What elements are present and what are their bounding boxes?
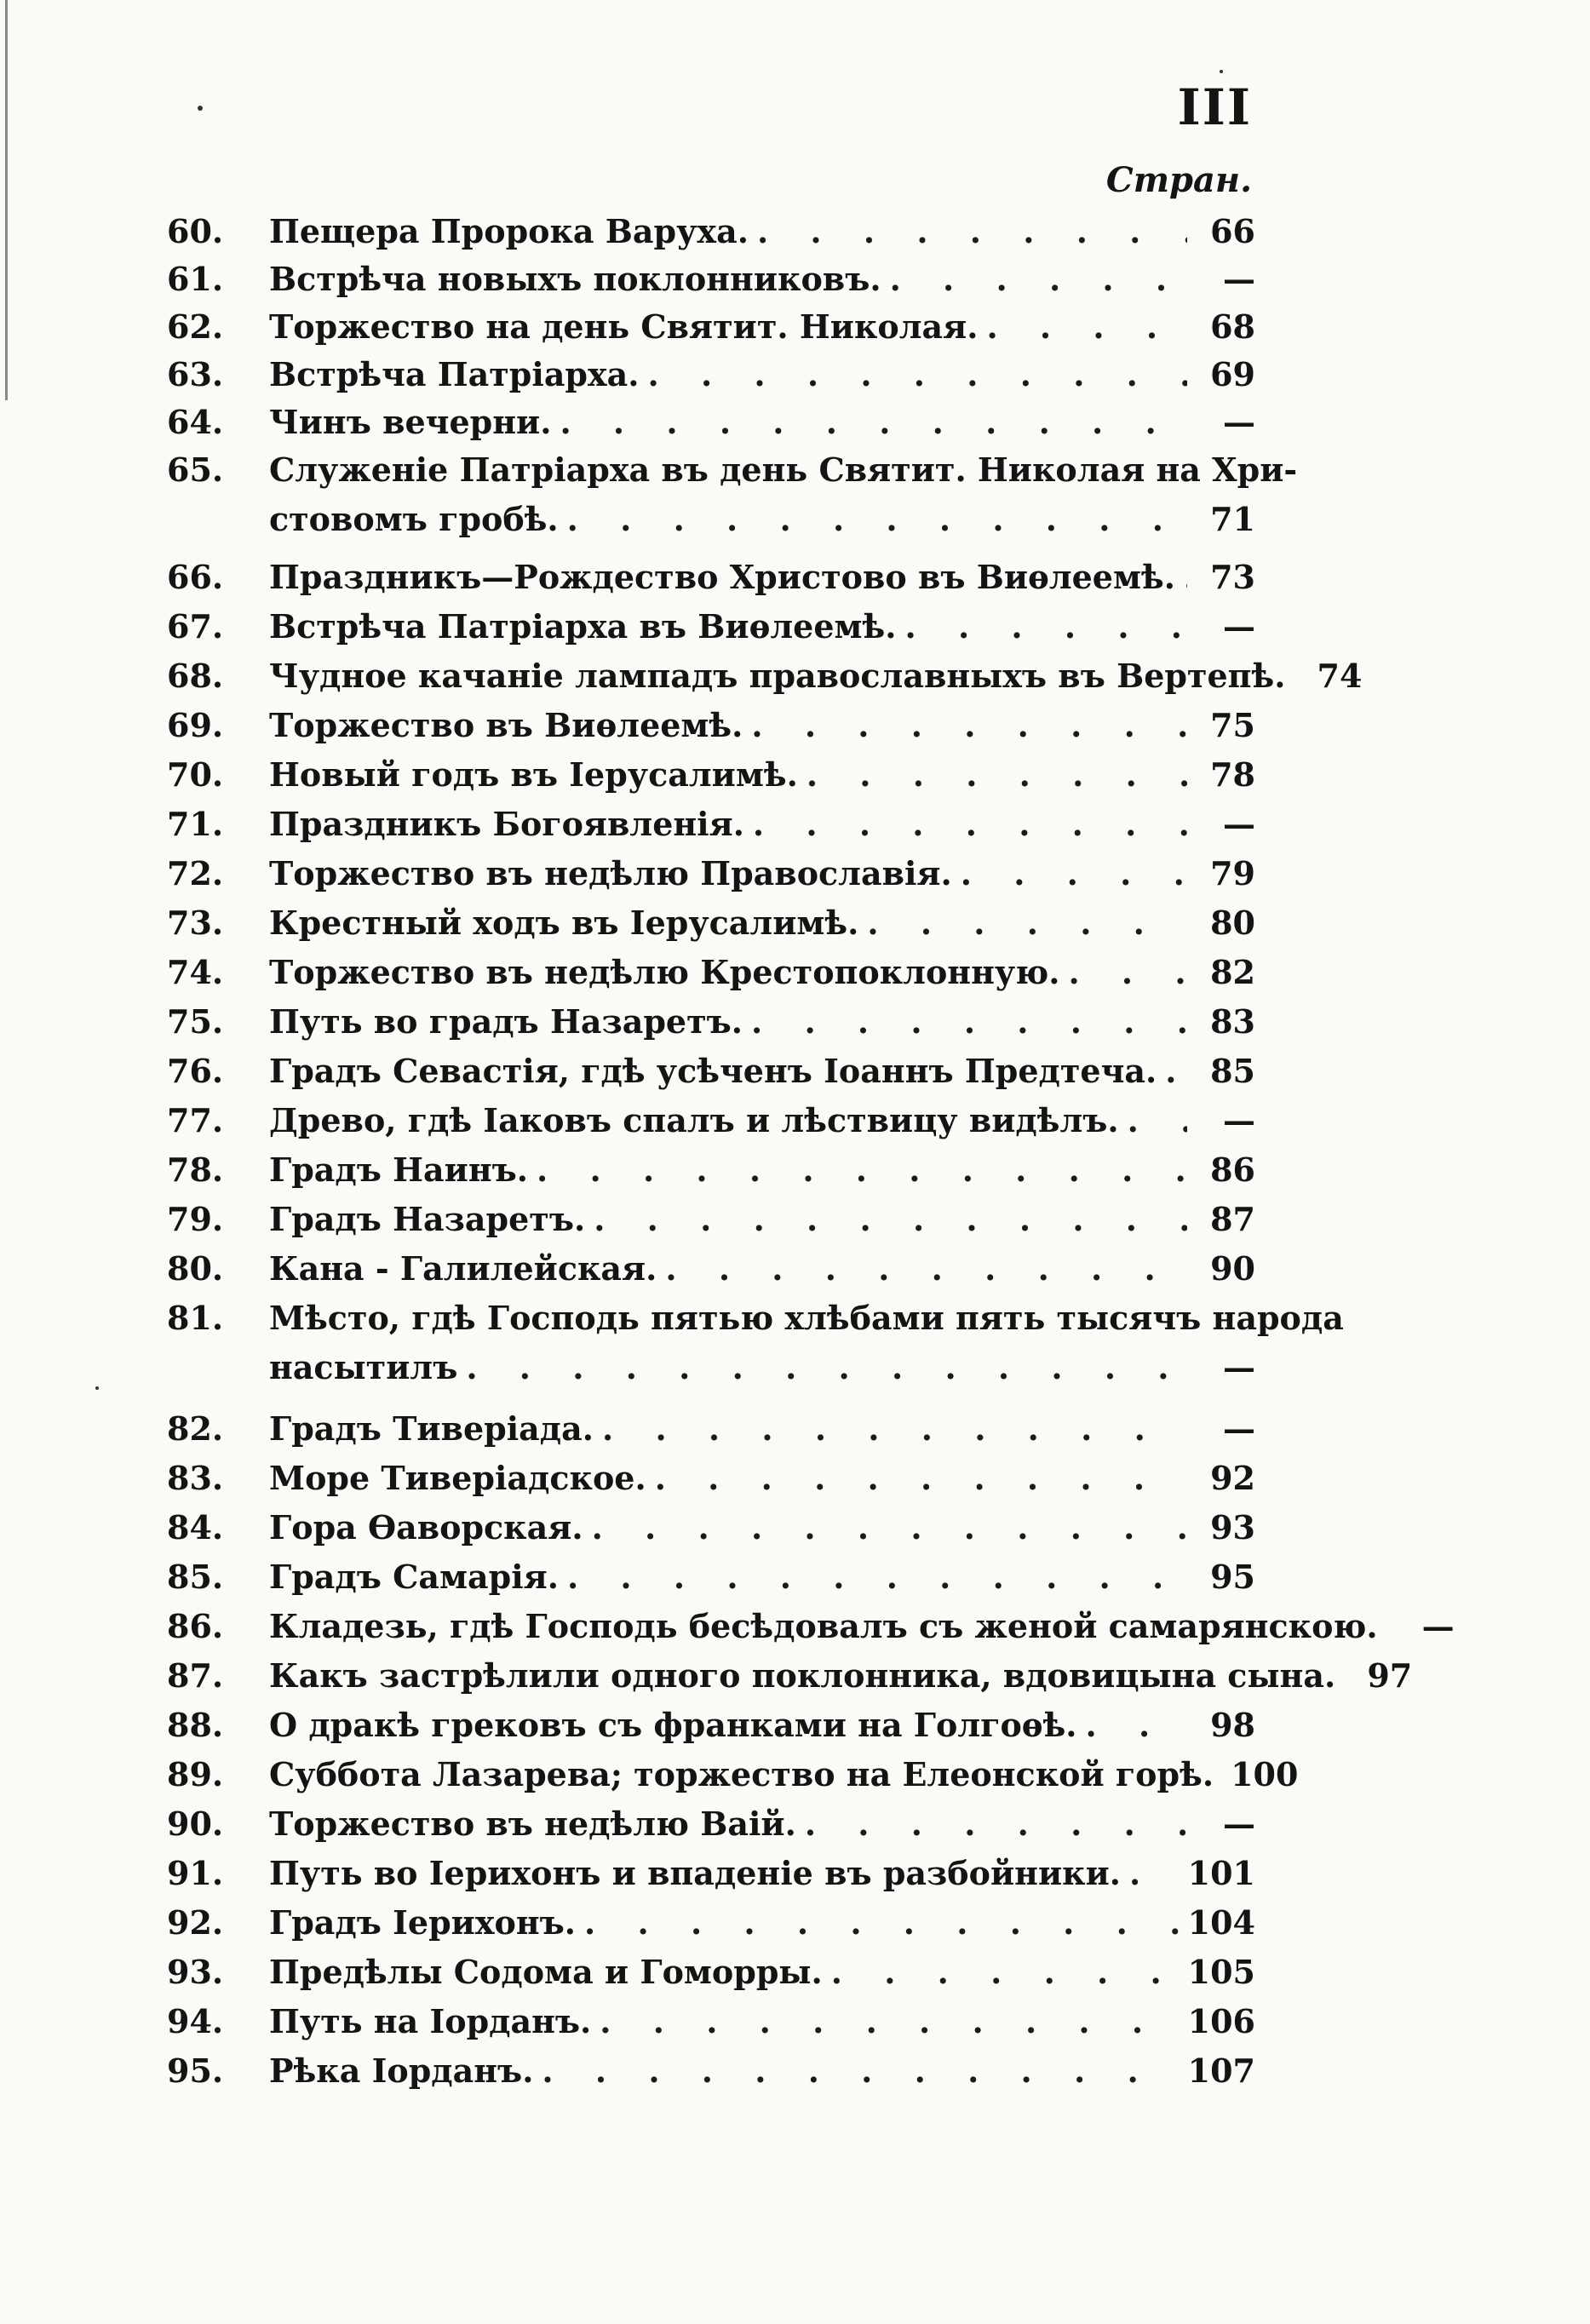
entry-title: Какъ застрѣлили одного поклонника, вдовицына сына. — [269, 1656, 1336, 1695]
entry-title: Чинъ вечерни. — [269, 403, 552, 441]
entry-number: 79. — [167, 1200, 224, 1238]
entry-title: Предѣлы Содома и Гоморры. — [269, 1953, 823, 1991]
entry-number: 75. — [167, 1002, 224, 1041]
entry-page-number: 107 — [1187, 2051, 1255, 2090]
entry-page-number: 100 — [1231, 1755, 1299, 1793]
toc-entry — [167, 400, 1255, 445]
entry-title: Праздникъ Богоявленія. — [269, 805, 744, 843]
toc-entry — [167, 1296, 1344, 1340]
entry-number: 63. — [167, 355, 224, 393]
dot-leader — [584, 1901, 1180, 1945]
entry-title: Праздникъ—Рождество Христово въ Виѳлеемѣ. — [269, 558, 1175, 596]
entry-number: 62. — [167, 307, 224, 346]
entry-title: Торжество въ недѣлю Православія. — [269, 854, 952, 892]
entry-title: Чудное качаніе лампадъ православныхъ въ Вертепѣ. — [269, 657, 1286, 695]
toc-entry — [167, 305, 1255, 349]
toc-entry — [167, 555, 1255, 600]
toc-entry — [167, 1197, 1255, 1242]
entry-page-number: 106 — [1187, 2002, 1255, 2040]
entry-page-number: 105 — [1187, 1953, 1255, 1991]
entry-page-number: — — [1223, 1101, 1255, 1139]
entry-title: Суббота Лазарева; торжество на Елеонской горѣ. — [269, 1755, 1214, 1793]
entry-number: 68. — [167, 657, 224, 695]
entry-page-number: 66 — [1210, 212, 1255, 250]
dot-leader — [466, 1346, 1187, 1390]
dot-leader — [1129, 1851, 1180, 1896]
dot-leader — [805, 1802, 1187, 1846]
dot-leader — [560, 400, 1187, 445]
toc-entry — [167, 448, 1298, 492]
toc-entry — [167, 1506, 1255, 1550]
entry-number: 77. — [167, 1101, 224, 1139]
page-number: III — [1177, 78, 1252, 136]
toc-entry — [167, 1604, 1455, 1649]
entry-number: 95. — [167, 2051, 224, 2090]
dot-leader — [592, 1506, 1187, 1550]
entry-number: 64. — [167, 403, 224, 441]
entry-page-number: 95 — [1210, 1558, 1255, 1596]
entry-title: Море Тиверіадское. — [269, 1459, 646, 1497]
entry-number: 73. — [167, 904, 224, 942]
entry-number: 61. — [167, 260, 224, 298]
entry-number: 60. — [167, 212, 224, 250]
entry-title: Путь во Іерихонъ и впаденіе въ разбойники. — [269, 1854, 1122, 1892]
entry-title: Градъ Іерихонъ. — [269, 1903, 577, 1942]
entry-page-number: — — [1223, 1805, 1255, 1843]
entry-number: 81. — [167, 1299, 224, 1337]
toc-entry — [167, 1456, 1255, 1501]
entry-page-number: — — [1421, 1607, 1455, 1645]
toc-entry — [167, 1753, 1299, 1797]
toc-entry — [167, 1901, 1255, 1945]
entry-number: 93. — [167, 1953, 224, 1991]
entry-title: Торжество въ недѣлю Крестопоклонную. — [269, 953, 1060, 991]
toc-entry — [167, 1247, 1255, 1291]
dot-leader — [600, 2000, 1179, 2044]
toc-entry — [167, 753, 1255, 797]
entry-title: Градъ Назаретъ. — [269, 1200, 586, 1238]
dot-leader — [1086, 1703, 1187, 1747]
dot-leader — [986, 305, 1187, 349]
entry-number: 94. — [167, 2002, 224, 2040]
dot-leader — [665, 1247, 1187, 1291]
entry-page-number: 86 — [1210, 1151, 1255, 1189]
entry-title: Встрѣча новыхъ поклонниковъ. — [269, 260, 881, 298]
toc-entry — [167, 209, 1255, 254]
entry-title: Путь на Іорданъ. — [269, 2002, 592, 2040]
dot-leader — [831, 1950, 1180, 1994]
toc-entry — [269, 1346, 1255, 1390]
entry-title: Градъ Тиверіада. — [269, 1409, 594, 1448]
entry-page-number: 83 — [1210, 1002, 1255, 1041]
dot-leader — [1068, 950, 1187, 995]
toc-entry — [167, 1000, 1255, 1044]
entry-page-number: 78 — [1210, 755, 1255, 794]
entry-page-number: 98 — [1210, 1706, 1255, 1744]
toc-entry — [167, 1703, 1255, 1747]
entry-number: 83. — [167, 1459, 224, 1497]
entry-title: Путь во градъ Назаретъ. — [269, 1002, 743, 1041]
toc-entry — [167, 703, 1255, 748]
dot-leader — [567, 1555, 1187, 1599]
entry-title: Рѣка Іорданъ. — [269, 2051, 534, 2090]
dot-leader — [1184, 555, 1187, 600]
entry-page-number: 92 — [1210, 1459, 1255, 1497]
entry-title: Торжество на день Святит. Николая. — [269, 307, 979, 346]
entry-title: Новый годъ въ Іерусалимѣ. — [269, 755, 798, 794]
dot-leader — [961, 852, 1187, 896]
entry-page-number: 87 — [1210, 1200, 1255, 1238]
dot-leader — [751, 1000, 1187, 1044]
toc-entry — [269, 497, 1255, 542]
dot-leader — [594, 1197, 1187, 1242]
entry-number: 70. — [167, 755, 224, 794]
dot-leader — [1128, 1099, 1187, 1143]
entry-title: Служеніе Патріарха въ день Святит. Николая на Хри- — [269, 450, 1298, 489]
print-speck — [198, 106, 203, 111]
dot-leader — [648, 353, 1187, 397]
entry-page-number: 75 — [1210, 706, 1255, 744]
entry-number: 65. — [167, 450, 224, 489]
entry-page-number: 79 — [1210, 854, 1255, 892]
entry-title: Древо, гдѣ Іаковъ спалъ и лѣствицу видѣлъ. — [269, 1101, 1119, 1139]
entry-number: 69. — [167, 706, 224, 744]
page-column-header: Стран. — [1105, 160, 1252, 200]
dot-leader — [542, 2049, 1179, 2093]
dot-leader — [751, 703, 1187, 748]
dot-leader — [890, 257, 1187, 301]
entry-page-number: 71 — [1210, 500, 1255, 538]
entry-number: 72. — [167, 854, 224, 892]
entry-number: 85. — [167, 1558, 224, 1596]
entry-number: 91. — [167, 1854, 224, 1892]
entry-title: О дракѣ грековъ съ франками на Голгоѳѣ. — [269, 1706, 1077, 1744]
entry-page-number: 101 — [1187, 1854, 1255, 1892]
entry-page-number: 68 — [1210, 307, 1255, 346]
entry-number: 84. — [167, 1508, 224, 1546]
entry-page-number: — — [1223, 403, 1255, 441]
entry-title: Градъ Наинъ. — [269, 1151, 529, 1189]
entry-page-number: — — [1223, 805, 1255, 843]
entry-page-number: 69 — [1210, 355, 1255, 393]
toc-entry — [167, 950, 1255, 995]
entry-title: Встрѣча Патріарха въ Виѳлеемѣ. — [269, 607, 897, 646]
entry-title: Пещера Пророка Варуха. — [269, 212, 749, 250]
dot-leader — [905, 605, 1188, 649]
entry-number: 87. — [167, 1656, 224, 1695]
toc-entry — [167, 605, 1255, 649]
dot-leader — [806, 753, 1187, 797]
dot-leader — [602, 1407, 1187, 1451]
entry-number: 74. — [167, 953, 224, 991]
toc-entry — [167, 1802, 1255, 1846]
entry-page-number: — — [1223, 1348, 1255, 1386]
toc-entry — [167, 802, 1255, 846]
dot-leader — [1165, 1049, 1187, 1093]
margin-rule — [5, 0, 8, 400]
entry-number: 82. — [167, 1409, 224, 1448]
toc-entry — [167, 1950, 1255, 1994]
entry-page-number: 82 — [1210, 953, 1255, 991]
entry-page-number: — — [1223, 607, 1255, 646]
dot-leader — [537, 1148, 1187, 1192]
entry-page-number: — — [1223, 1409, 1255, 1448]
entry-page-number: 73 — [1210, 558, 1255, 596]
toc-entry — [167, 1099, 1255, 1143]
toc-entry — [167, 654, 1363, 698]
entry-title: Кладезь, гдѣ Господь бесѣдовалъ съ женой самарянскою. — [269, 1607, 1378, 1645]
entry-number: 89. — [167, 1755, 224, 1793]
dot-leader — [753, 802, 1187, 846]
toc-entry — [167, 1851, 1255, 1896]
print-speck — [95, 1386, 99, 1390]
entry-page-number: 80 — [1210, 904, 1255, 942]
toc-entry — [167, 901, 1255, 945]
entry-number: 86. — [167, 1607, 224, 1645]
entry-number: 71. — [167, 805, 224, 843]
entry-number: 66. — [167, 558, 224, 596]
dot-leader — [867, 901, 1187, 945]
dot-leader — [757, 209, 1187, 254]
entry-title: Гора Ѳаворская. — [269, 1508, 583, 1546]
entry-title: Встрѣча Патріарха. — [269, 355, 640, 393]
entry-title: насытилъ — [269, 1348, 458, 1386]
entry-page-number: — — [1223, 260, 1255, 298]
entry-title: Кана - Галилейская. — [269, 1249, 657, 1288]
entry-page-number: 97 — [1367, 1656, 1413, 1695]
toc-entry — [167, 852, 1255, 896]
entry-page-number: 90 — [1210, 1249, 1255, 1288]
entry-number: 76. — [167, 1052, 224, 1090]
toc-entry — [167, 2000, 1255, 2044]
entry-number: 78. — [167, 1151, 224, 1189]
entry-page-number: 85 — [1210, 1052, 1255, 1090]
toc-entry — [167, 1654, 1413, 1698]
toc-entry — [167, 1555, 1255, 1599]
entry-page-number: 93 — [1210, 1508, 1255, 1546]
entry-title: Градъ Самарія. — [269, 1558, 559, 1596]
entry-title: Крестный ходъ въ Іерусалимѣ. — [269, 904, 859, 942]
print-speck — [1220, 70, 1223, 73]
entry-title: Торжество въ Виѳлеемѣ. — [269, 706, 743, 744]
entry-title: Градъ Севастія, гдѣ усѣченъ Іоаннъ Предтеча. — [269, 1052, 1157, 1090]
entry-number: 90. — [167, 1805, 224, 1843]
entry-number: 88. — [167, 1706, 224, 1744]
toc-entry — [167, 2049, 1255, 2093]
entry-page-number: 104 — [1187, 1903, 1255, 1942]
toc-entry — [167, 1407, 1255, 1451]
toc-entry — [167, 1148, 1255, 1192]
entry-title: Торжество въ недѣлю Ваій. — [269, 1805, 796, 1843]
dot-leader — [655, 1456, 1187, 1501]
dot-leader — [567, 497, 1187, 542]
toc-entry — [167, 257, 1255, 301]
entry-number: 80. — [167, 1249, 224, 1288]
entry-number: 67. — [167, 607, 224, 646]
toc-entry — [167, 1049, 1255, 1093]
entry-number: 92. — [167, 1903, 224, 1942]
toc-entry — [167, 353, 1255, 397]
entry-page-number: 74 — [1317, 657, 1363, 695]
entry-title: Мѣсто, гдѣ Господь пятью хлѣбами пять тысячъ народа — [269, 1299, 1344, 1337]
entry-title: стовомъ гробѣ. — [269, 500, 559, 538]
